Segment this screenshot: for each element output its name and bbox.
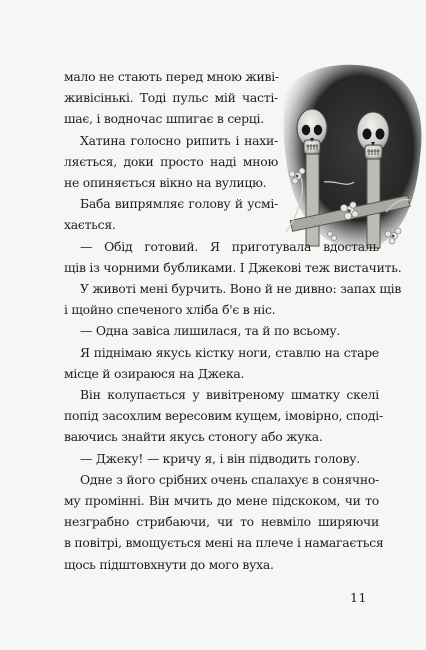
text-line: ляється, доки просто наді мною — [64, 153, 278, 169]
text-line: — Джеку! — кричу я, і він підводить голову. — [80, 450, 360, 466]
text-line: і щойно спеченого хліба б'є в ніс. — [64, 302, 276, 318]
text-line: не опиняється вікно на вулицю. — [64, 175, 267, 191]
text-line: Він колупається у вивітреному шматку скелі — [80, 387, 379, 403]
page-number: 11 — [350, 590, 367, 605]
text-line: ваючись знайти якусь стоногу або жука. — [64, 429, 323, 445]
text-line: попід засохлим вересовим кущем, імовірно, споді- — [64, 408, 383, 424]
paragraph — [64, 384, 383, 448]
text-line: місце й озираюся на Джека. — [64, 365, 245, 381]
text-line: Я піднімаю якусь кістку ноги, ставлю на старе — [80, 344, 379, 360]
text-line: — Обід готовий. Я приготувала вдосталь — [80, 238, 379, 254]
text-line: У животі мені бурчить. Воно й не дивно: запах щів — [80, 281, 402, 297]
text-line: Одне з його срібних очень спалахує в сонячно- — [80, 471, 379, 487]
text-line: мало не стають перед мною живі- — [64, 69, 279, 84]
paragraph — [64, 342, 379, 384]
text-line: щів із чорними бубликами. І Джекові теж вистачить. — [64, 259, 402, 275]
paragraph — [64, 130, 278, 236]
text-line: хається. — [64, 217, 116, 233]
text-line: живісінькі. Тоді пульс мій часті- — [64, 90, 278, 106]
paragraph — [64, 236, 402, 278]
paragraph — [64, 320, 379, 341]
text-line: — Одна завіса лишилася, та й по всьому. — [80, 323, 341, 339]
paragraph — [64, 66, 278, 130]
text-line: незграбно стрибаючи, чи то невміло ширяючи — [64, 514, 379, 530]
text-line: му промінні. Він мчить до мене підскоком, чи то — [64, 493, 379, 509]
text-line: в повітрі, вмощується мені на плече і намагається — [64, 535, 384, 551]
paragraph — [64, 469, 384, 575]
body-text — [64, 66, 402, 575]
paragraph — [64, 278, 402, 320]
paragraph — [64, 448, 379, 469]
text-line: Хатина голосно рипить і нахи- — [80, 132, 278, 148]
text-line: Баба випрямляє голову й усмі- — [80, 196, 278, 212]
text-line: шає, і водночас шпигає в серці. — [64, 111, 264, 127]
text-line: щось підштовхнути до мого вуха. — [64, 556, 274, 572]
